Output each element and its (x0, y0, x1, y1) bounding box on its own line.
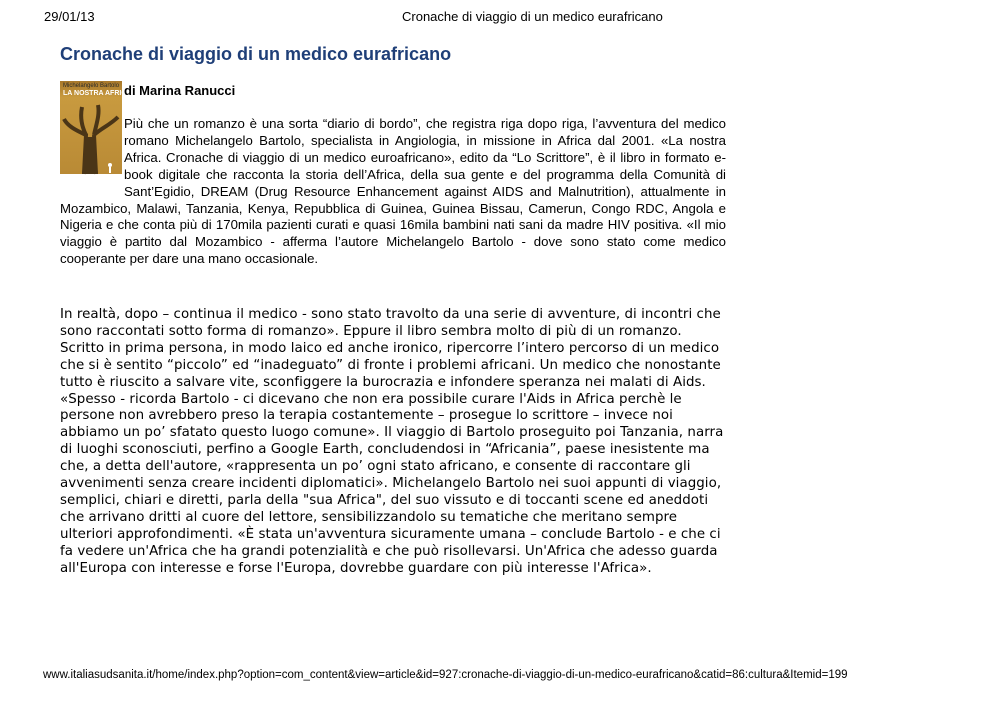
source-url[interactable]: www.italiasudsanita.it/home/index.php?option=com_content&view=article&id=927:cronache-di-viaggio-di-un-medico-eurafricano&catid=86:cultura&Itemid=199 (43, 669, 848, 681)
article-byline: di Marina Ranucci (124, 83, 236, 98)
article-title[interactable]: Cronache di viaggio di un medico eurafricano (60, 44, 452, 64)
print-header-title: Cronache di viaggio di un medico eurafricano (402, 9, 663, 24)
article-paragraph-2: In realtà, dopo – continua il medico - sono stato travolto da una serie di avventure, di incontri che sono raccontati sotto forma di romanzo». Eppure il libro sembra molto di più di un romanzo. Scritto in prima persona, in modo laico ed anche ironico, ripercorre l’intero percorso di un medico che si è sentito “piccolo” ed “inadeguato” di fronte i problemi africani. Un medico che nonostante tutto è riuscito a salvare vite, sconfiggere la burocrazia e infondere speranza nei malati di Aids. «Spesso - ricorda Bartolo - ci dicevano che non era possibile curare l'Aids in Africa perchè le persone non avrebbero preso la terapia costantemente – prosegue lo scrittore – invece noi abbiamo un po’ sfatato questo luogo comune». Il viaggio di Bartolo proseguito poi Tanzania, narra di luoghi sconosciuti, perfino a Google Earth, concludendosi in “Africania”, paese inesistente ma che, a detta dell'autore, «rappresenta un po’ ogni stato africano, e consente di raccontare gli avvenimenti senza creare incidenti diplomatici». Michelangelo Bartolo nei suoi appunti di viaggio, semplici, chiari e diretti, parla della "sua Africa", del suo vissuto e di toccanti scene ed aneddoti che arrivano dritti al cuore del lettore, sensibilizzandolo su tematiche che meritano sempre ulteriori approfondimenti. «È stata un'avventura sicuramente umana – conclude Bartolo - e che ci fa vedere un'Africa che ha grandi potenzialità e che può risollevarsi. Un'Africa che adesso guarda all'Europa con interesse e forse l'Europa, dovrebbe guardare con più interesse l'Africa». (60, 307, 724, 576)
paragraph-1-text: Più che un romanzo è una sorta “diario di bordo”, che registra riga dopo riga, l’avventura del medico romano Michelangelo Bartolo, specialista in Angiologia, in missione in Africa dal 2001. «La nostra Africa. Cronache di viaggio di un medico euroafricano», edito da “Lo Scrittore”, è il libro in formato e-book digitale che racconta la storia dell’Africa, della sua gente e del programma della Comunità di Sant’Egidio, DREAM (Drug Resource Enhancement against AIDS and Malnutrition), attualmente in Mozambico, Malawi, Tanzania, Kenya, Repubblica di Guinea, Guinea Bissau, Camerun, Congo RDC, Angola e Nigeria e che conta più di 170mila pazienti curati e quasi 16mila bambini nati sani da madre HIV positiva. «Il mio viaggio è partito dal Mozambico - afferma l’autore Michelangelo Bartolo - dove sono stato come medico cooperante per dare una mano occasionale. (60, 116, 726, 267)
cover-author: Michelangelo Bartolo (63, 83, 120, 89)
print-date: 29/01/13 (44, 9, 95, 24)
cover-title: LA NOSTRA AFRICA (63, 90, 132, 97)
article-paragraph-1 (60, 116, 726, 268)
